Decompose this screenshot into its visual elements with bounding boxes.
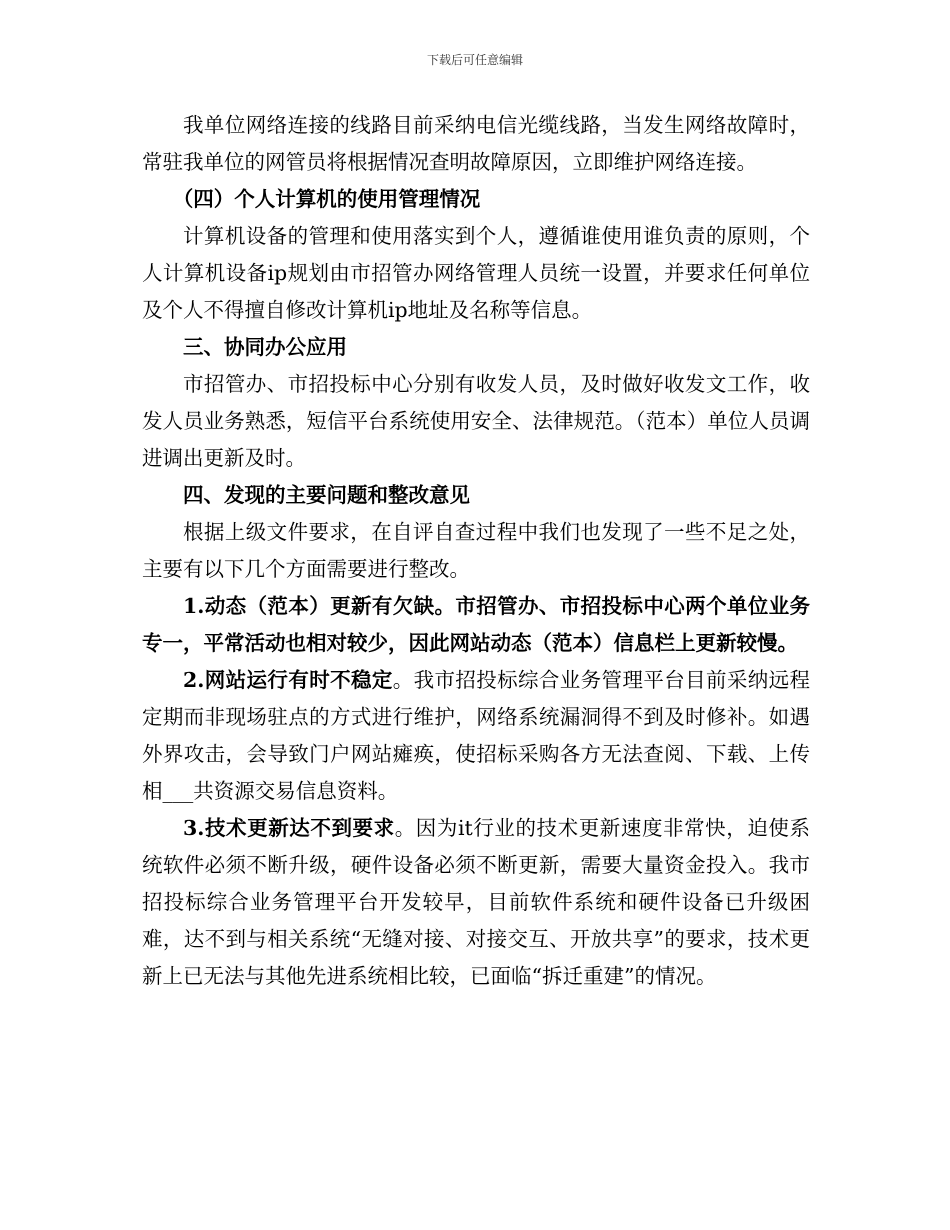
paragraph-computer-management: 计算机设备的管理和使用落实到个人，遵循谁使用谁负责的原则，个人计算机设备ip规划由市招管办网络管理人员统一设置，并要求任何单位及个人不得擅自修改计算机ip地址及名称等信息。 [142,224,810,322]
page-header-note: 下载后可任意编辑 [426,53,523,67]
issue-3-title: 3.技术更新达不到要求 [183,816,395,840]
paragraph-issue-1: 1.动态（范本）更新有欠缺。市招管办、市招投标中心两个单位业务专一，平常活动也相对较少，因此网站动态（范本）信息栏上更新较慢。 [142,594,810,655]
paragraph-issue-3 [142,810,810,995]
paragraph-issue-2 [142,662,810,810]
issue-2-title: 2.网站运行有时不稳定 [183,668,393,692]
paragraph-office-staff: 市招管办、市招投标中心分别有收发人员，及时做好收发文工作，收发人员业务熟悉，短信平台系统使用安全、法律规范。（范本）单位人员调进调出更新及时。 [142,372,810,470]
paragraph-network-line: 我单位网络连接的线路目前采纳电信光缆线路，当发生网络故障时，常驻我单位的网管员将根据情况查明故障原因，立即维护网络连接。 [142,113,810,174]
issue-2-text: 。我市招投标综合业务管理平台目前采纳远程定期而非现场驻点的方式进行维护，网络系统漏洞得不到及时修补。如遇外界攻击，会导致门户网站瘫痪，使招标采购各方无法查阅、下载、上传相___共资源交易信息资料。 [142,668,811,803]
heading-collaborative-office: 三、协同办公应用 [183,335,347,359]
heading-personal-computer: （四）个人计算机的使用管理情况 [172,187,481,211]
paragraph-issues-intro: 根据上级文件要求，在自评自查过程中我们也发现了一些不足之处，主要有以下几个方面需要进行整改。 [142,520,810,581]
document-body [142,107,810,995]
heading-main-issues: 四、发现的主要问题和整改意见 [183,483,470,507]
issue-3-text: 。因为it行业的技术更新速度非常快，迫使系统软件必须不断升级，硬件设备必须不断更新，需要大量资金投入。我市招投标综合业务管理平台开发较早，目前软件系统和硬件设备已升级困难，达不到与相关系统“无缝对接、对接交互、开放共享”的要求，技术更新上已无法与其他先进系统相比较，已面临“拆迁重建”的情况。 [142,816,811,988]
